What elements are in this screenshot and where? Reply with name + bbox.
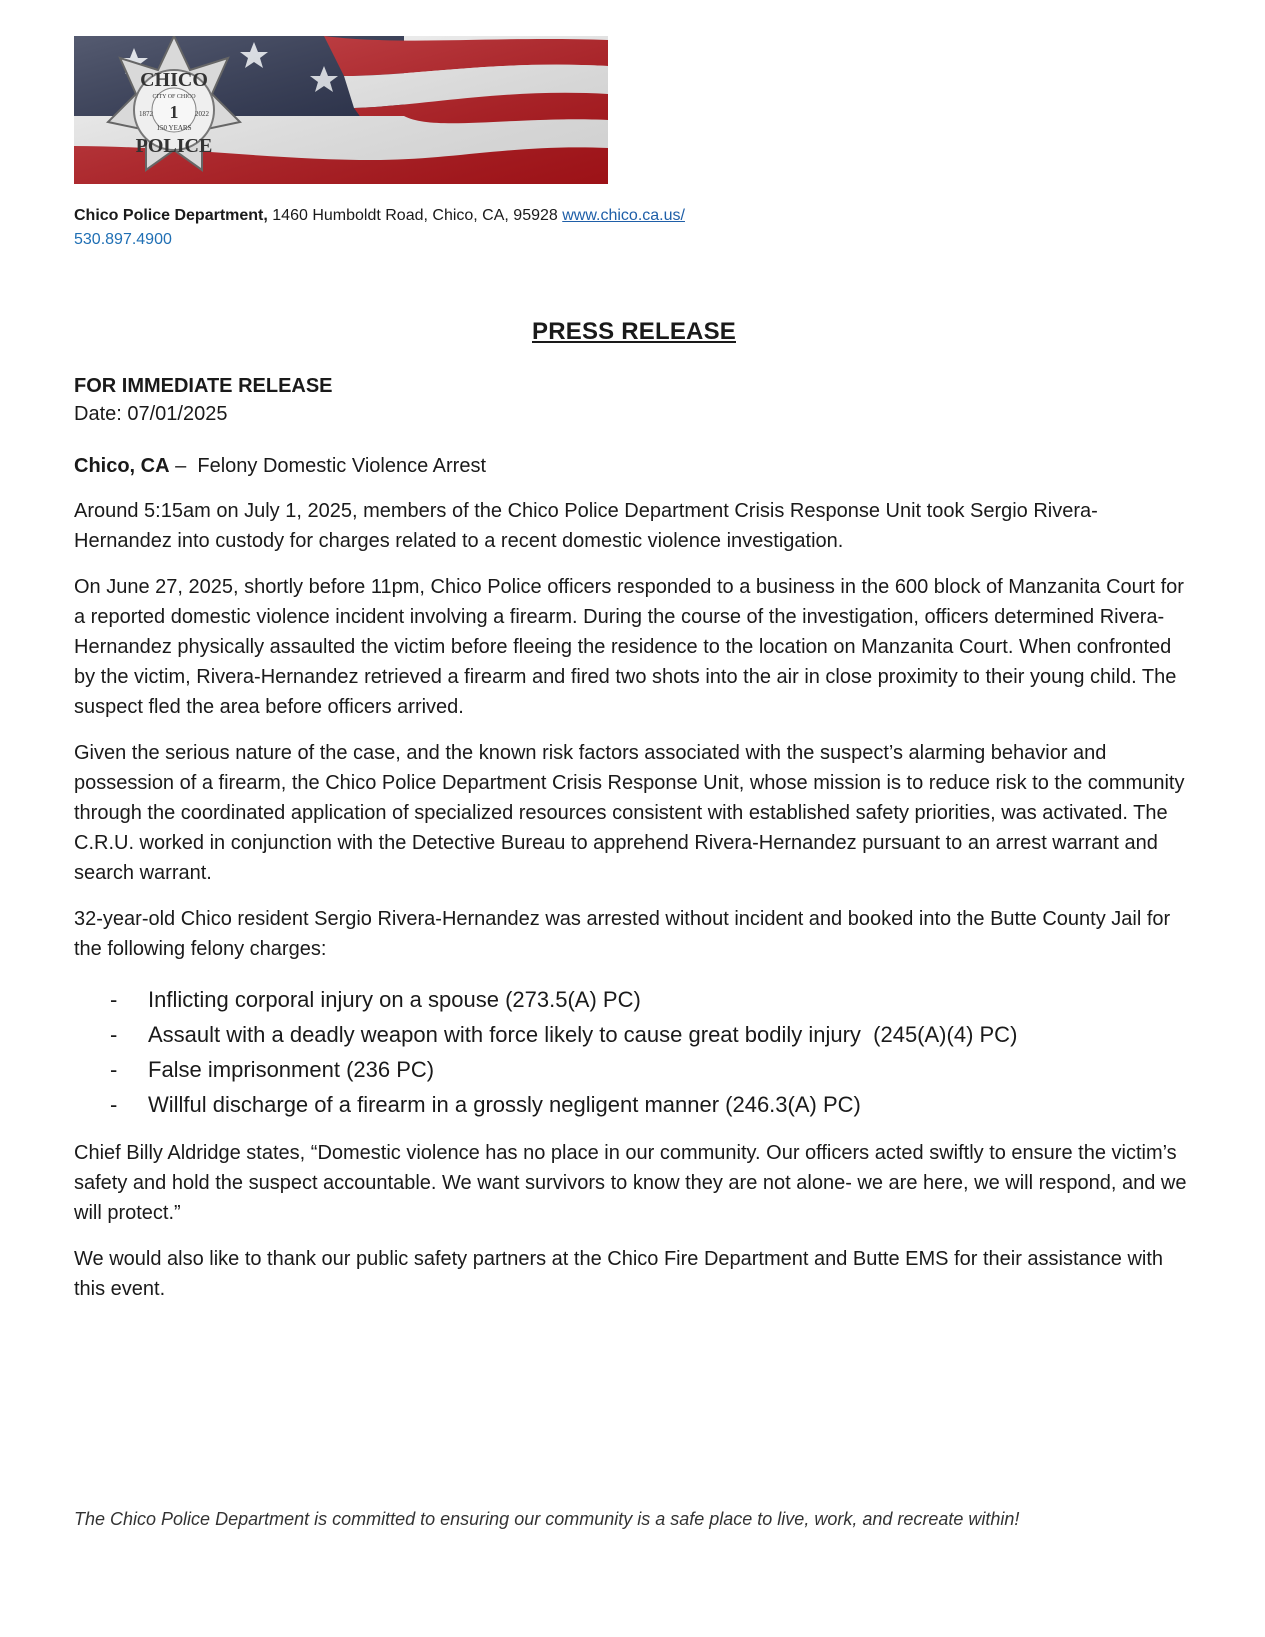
charge-text: Assault with a deadly weapon with force likely to cause great bodily injury (245(A)(4) PC) xyxy=(148,1022,1018,1047)
department-name: Chico Police Department, xyxy=(74,207,268,224)
dateline xyxy=(74,452,1194,480)
contact-block xyxy=(74,204,1194,252)
paragraph-3: Given the serious nature of the case, and the known risk factors associated with the suspect’s alarming behavior and possession of a firearm, the Chico Police Department Crisis Response Unit, whose mission is to reduce risk to the community through the coordinated application of specialized resources consistent with established safety priorities, was activated. The C.R.U. worked in conjunction with the Detective Bureau to apprehend Rivera-Hernandez pursuant to an arrest warrant and search warrant. xyxy=(74,742,1185,884)
svg-text:150 YEARS: 150 YEARS xyxy=(156,124,192,132)
website-link[interactable]: www.chico.ca.us/ xyxy=(562,207,685,224)
svg-text:2022: 2022 xyxy=(195,110,209,118)
charge-text: False imprisonment (236 PC) xyxy=(148,1057,435,1082)
charges-list xyxy=(74,982,1194,1122)
charge-text: Willful discharge of a firearm in a grossly negligent manner (246.3(A) PC) xyxy=(148,1092,861,1117)
paragraph-4: 32-year-old Chico resident Sergio Rivera-Hernandez was arrested without incident and booked into the Butte County Jail for the following felony charges: xyxy=(74,908,1171,960)
list-item xyxy=(74,1087,1194,1122)
flag-badge-image xyxy=(74,36,608,184)
paragraph-1: Around 5:15am on July 1, 2025, members of the Chico Police Department Crisis Response Unit took Sergio Rivera-Hernandez into custody for charges related to a recent domestic violence investigation. xyxy=(74,500,1098,552)
document-title: PRESS RELEASE xyxy=(532,318,736,345)
dateline-location: Chico, CA xyxy=(74,455,170,477)
svg-text:POLICE: POLICE xyxy=(135,135,213,157)
bullet-dash: - xyxy=(110,1022,118,1047)
svg-text:1872: 1872 xyxy=(139,110,153,118)
svg-text:CHICO: CHICO xyxy=(140,69,208,91)
list-item xyxy=(74,1052,1194,1087)
press-release-document xyxy=(74,36,1194,1304)
release-date: Date: 07/01/2025 xyxy=(74,403,228,425)
release-label: FOR IMMEDIATE RELEASE xyxy=(74,375,333,397)
paragraph-2: On June 27, 2025, shortly before 11pm, Chico Police officers responded to a business in the 600 block of Manzanita Court for a reported domestic violence incident involving a firearm. During the course of the investigation, officers determined Rivera-Hernandez physically assaulted the victim before fleeing the residence to the location on Manzanita Court. When confronted by the victim, Rivera-Hernandez retrieved a firearm and fired two shots into the air in close proximity to their young child. The suspect fled the area before officers arrived. xyxy=(74,576,1184,718)
phone-number[interactable]: 530.897.4900 xyxy=(74,231,172,248)
bullet-dash: - xyxy=(110,1092,118,1117)
footer-tagline: The Chico Police Department is committed to ensuring our community is a safe place to live, work, and recreate within! xyxy=(74,1509,1020,1529)
svg-text:CITY OF CHICO: CITY OF CHICO xyxy=(152,94,196,100)
bullet-dash: - xyxy=(110,987,118,1012)
list-item xyxy=(74,982,1194,1017)
chief-quote-paragraph: Chief Billy Aldridge states, “Domestic violence has no place in our community. Our officers acted swiftly to ensure the victim’s safety and hold the suspect accountable. We want survivors to know they are not alone- we are here, we will respond, and we will protect.” xyxy=(74,1142,1187,1224)
dateline-separator: – xyxy=(169,455,198,477)
flag-badge-banner xyxy=(74,36,608,184)
dateline-headline: Felony Domestic Violence Arrest xyxy=(197,455,487,477)
department-address: 1460 Humboldt Road, Chico, CA, 95928 xyxy=(272,207,558,224)
thanks-paragraph: We would also like to thank our public safety partners at the Chico Fire Department and Butte EMS for their assistance with this event. xyxy=(74,1248,1164,1300)
charge-text: Inflicting corporal injury on a spouse (273.5(A) PC) xyxy=(148,987,641,1012)
list-item xyxy=(74,1017,1194,1052)
svg-text:1: 1 xyxy=(169,102,179,122)
bullet-dash: - xyxy=(110,1057,118,1082)
